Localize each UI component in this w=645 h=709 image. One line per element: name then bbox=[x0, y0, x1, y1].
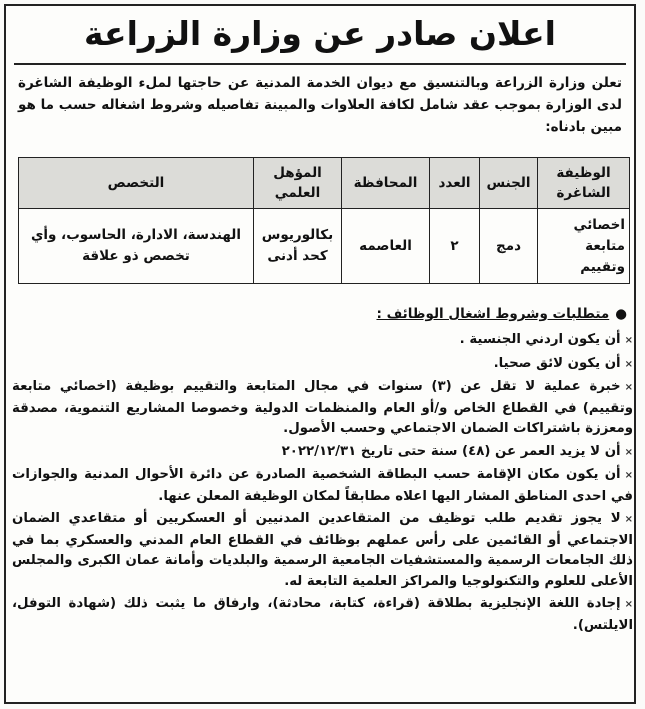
cross-bullet-icon: × bbox=[624, 335, 633, 346]
cell-governorate: العاصمه bbox=[342, 209, 430, 284]
cross-bullet-icon: × bbox=[624, 382, 633, 393]
cross-bullet-icon: × bbox=[624, 599, 633, 610]
cell-qualification: بكالوريوس كحد أدنى bbox=[254, 209, 342, 284]
header-governorate: المحافظة bbox=[342, 158, 430, 209]
requirement-text: أن لا يزيد العمر عن (٤٨) سنة حتى تاريخ ٢٠٢٢/١٢/٣١ bbox=[281, 443, 621, 459]
header-specialization: التخصص bbox=[19, 158, 254, 209]
list-item bbox=[12, 465, 633, 507]
vacancy-table bbox=[18, 157, 630, 284]
cross-bullet-icon: × bbox=[624, 470, 633, 481]
bullet-dot-icon: ● bbox=[615, 306, 627, 322]
table-header-row bbox=[19, 158, 630, 209]
table-row bbox=[19, 209, 630, 284]
header-gender: الجنس bbox=[480, 158, 538, 209]
requirement-text: خبرة عملية لا تقل عن (٣) سنوات في مجال المتابعة والتقييم بوظيفة (اخصائي متابعة وتقييم) في القطاع الخاص و/أو العام والمنظمات الدولية وخصوصا المشاريع التنموية، مصدقة ومعززة باشتراكات الضمان الاجتماعي وحسب الأصول. bbox=[12, 379, 633, 436]
list-item bbox=[12, 377, 633, 440]
list-item bbox=[12, 442, 633, 464]
cross-bullet-icon: × bbox=[624, 446, 633, 458]
cell-count: ٢ bbox=[430, 209, 480, 284]
header-count: العدد bbox=[430, 158, 480, 209]
cell-job: اخصائي متابعة وتقييم bbox=[538, 209, 630, 284]
requirements-heading bbox=[376, 306, 627, 322]
requirements-heading-text: متطلبات وشروط اشغال الوظائف : bbox=[376, 306, 610, 322]
list-item bbox=[12, 509, 633, 592]
cross-bullet-icon: × bbox=[624, 358, 633, 370]
requirement-text: إجادة اللغة الإنجليزية بطلاقة (قراءة، كتابة، محادثة)، وارفاق ما يثبت ذلك (شهادة التوفل، الايلتس). bbox=[12, 596, 633, 633]
requirement-text: أن يكون مكان الإقامة حسب البطاقة الشخصية الصادرة عن دائرة الأحوال المدنية والجوازات في احدى المناطق المشار اليها اعلاه مطابقاً لمكان الوظيفة المعلن عنها. bbox=[12, 467, 633, 504]
cell-specialization: الهندسة، الادارة، الحاسوب، وأي تخصص ذو علاقة bbox=[19, 209, 254, 284]
announcement-title: اعلان صادر عن وزارة الزراعة bbox=[84, 14, 556, 53]
requirement-text: أن يكون لائق صحيا. bbox=[493, 355, 621, 371]
intro-paragraph: تعلن وزارة الزراعة وبالتنسيق مع ديوان الخدمة المدنية عن حاجتها لملء الوظيفة الشاغرة لدى الوزارة بموجب عقد شامل لكافة العلاوات والمبينة تفاصيله وشروط اشغاله حسب ما هو مبين بادناه: bbox=[18, 75, 622, 135]
requirements-list bbox=[12, 330, 633, 638]
requirement-text: لا يجوز تقديم طلب توظيف من المتقاعدين المدنيين أو العسكريين أو متقاعدي الضمان الاجتماعي أو القائمين على رأس عملهم بوظائف في القطاع العام المدني والعسكري بما في ذلك الجامعات الرسمية والمستشفيات الجامعية الرسمية والبلديات وأمانة عمان الكبرى والمجلس الأعلى للعلوم والتكنولوجيا والمراكز العلمية التابعة له. bbox=[12, 511, 633, 589]
list-item bbox=[12, 594, 633, 636]
cell-gender: دمج bbox=[480, 209, 538, 284]
list-item bbox=[12, 330, 633, 352]
requirement-text: أن يكون اردني الجنسية . bbox=[459, 332, 621, 347]
list-item bbox=[12, 354, 633, 376]
cross-bullet-icon: × bbox=[624, 514, 633, 525]
title-divider bbox=[14, 63, 626, 65]
header-qualification: المؤهل العلمي bbox=[254, 158, 342, 209]
header-job: الوظيفة الشاغرة bbox=[538, 158, 630, 209]
